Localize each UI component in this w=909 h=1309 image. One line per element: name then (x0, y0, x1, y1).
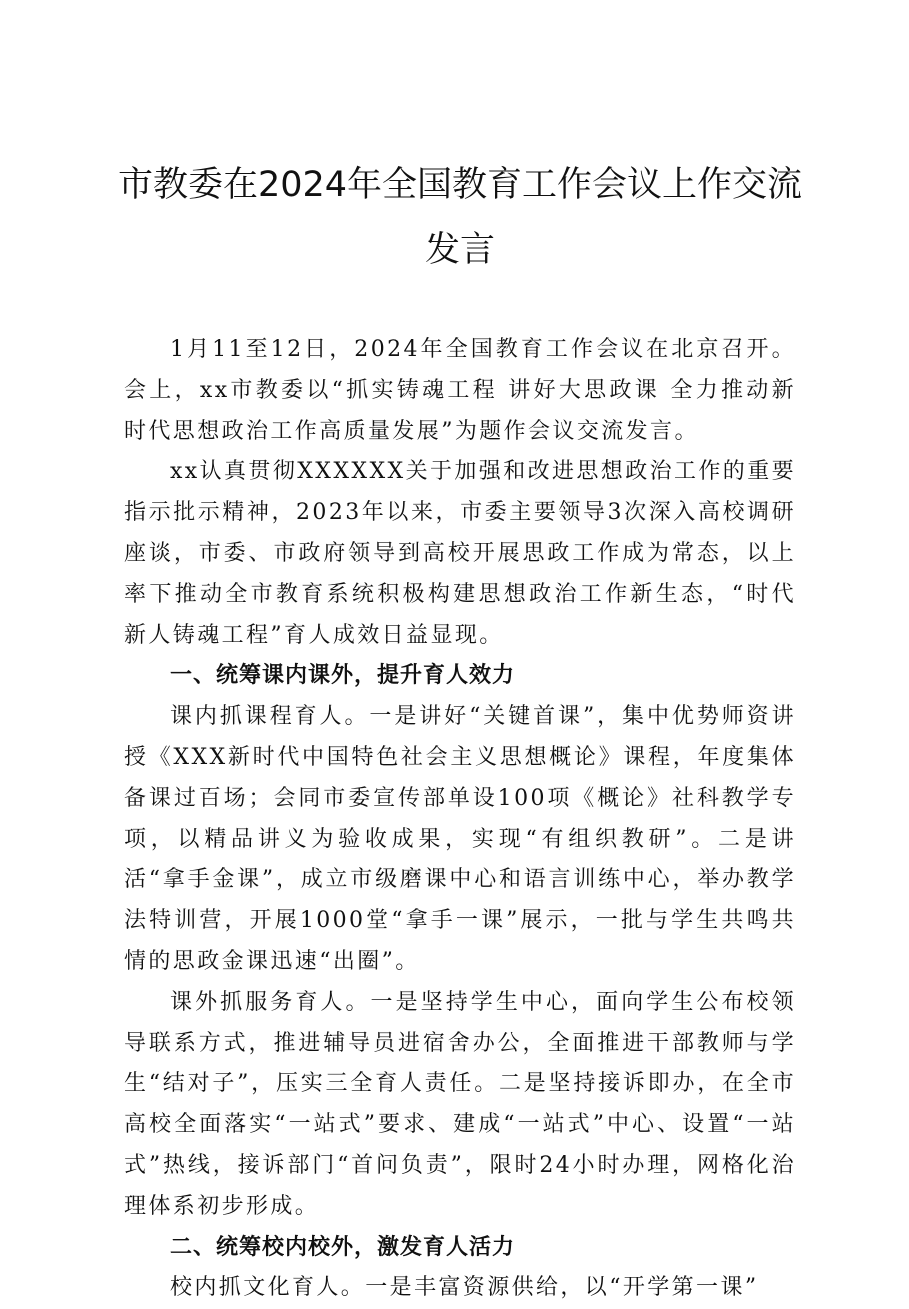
document-title-line1: 市教委在2024年全国教育工作会议上作交流 (117, 165, 803, 205)
section-heading-2: 二、统筹校内校外，激发育人活力 (170, 1234, 516, 1260)
document-title-line2: 发言 (424, 230, 495, 270)
document-body (124, 330, 796, 1309)
paragraph-culture-education: 校内抓文化育人。一是丰富资源供给，以“开学第一课” (170, 1275, 759, 1301)
paragraph-service-education: 课外抓服务育人。一是坚持学生中心，面向学生公布校领导联系方式，推进辅导员进宿舍办公，全面推进干部教师与学生“结对子”，压实三全育人责任。二是坚持接诉即办，在全市高校全面落实“一站式”要求、建成“一站式”中心、设置“一站式”热线，接诉部门“首问负责”，限时24小时办理，网格化治理体系初步形成。 (124, 989, 796, 1219)
section-heading-1: 一、统筹课内课外，提升育人效力 (170, 663, 516, 689)
paragraph-course-education: 课内抓课程育人。一是讲好“关键首课”，集中优势师资讲授《XXX新时代中国特色社会主义思想概论》课程，年度集体备课过百场；会同市委宣传部单设100项《概论》社科教学专项，以精品讲义为验收成果，实现“有组织教研”。二是讲活“拿手金课”，成立市级磨课中心和语言训练中心，举办教学法特训营，开展1000堂“拿手一课”展示，一批与学生共鸣共情的思政金课迅速“出圈”。 (124, 704, 796, 974)
paragraph-intro: 1月11至12日，2024年全国教育工作会议在北京召开。会上，xx市教委以“抓实铸魂工程 讲好大思政课 全力推动新时代思想政治工作高质量发展”为题作会议交流发言。 (124, 337, 796, 444)
paragraph-overview: xx认真贯彻XXXXXX关于加强和改进思想政治工作的重要指示批示精神，2023年以来，市委主要领导3次深入高校调研座谈，市委、市政府领导到高校开展思政工作成为常态，以上率下推动全市教育系统积极构建思想政治工作新生态，“时代新人铸魂工程”育人成效日益显现。 (124, 459, 796, 648)
